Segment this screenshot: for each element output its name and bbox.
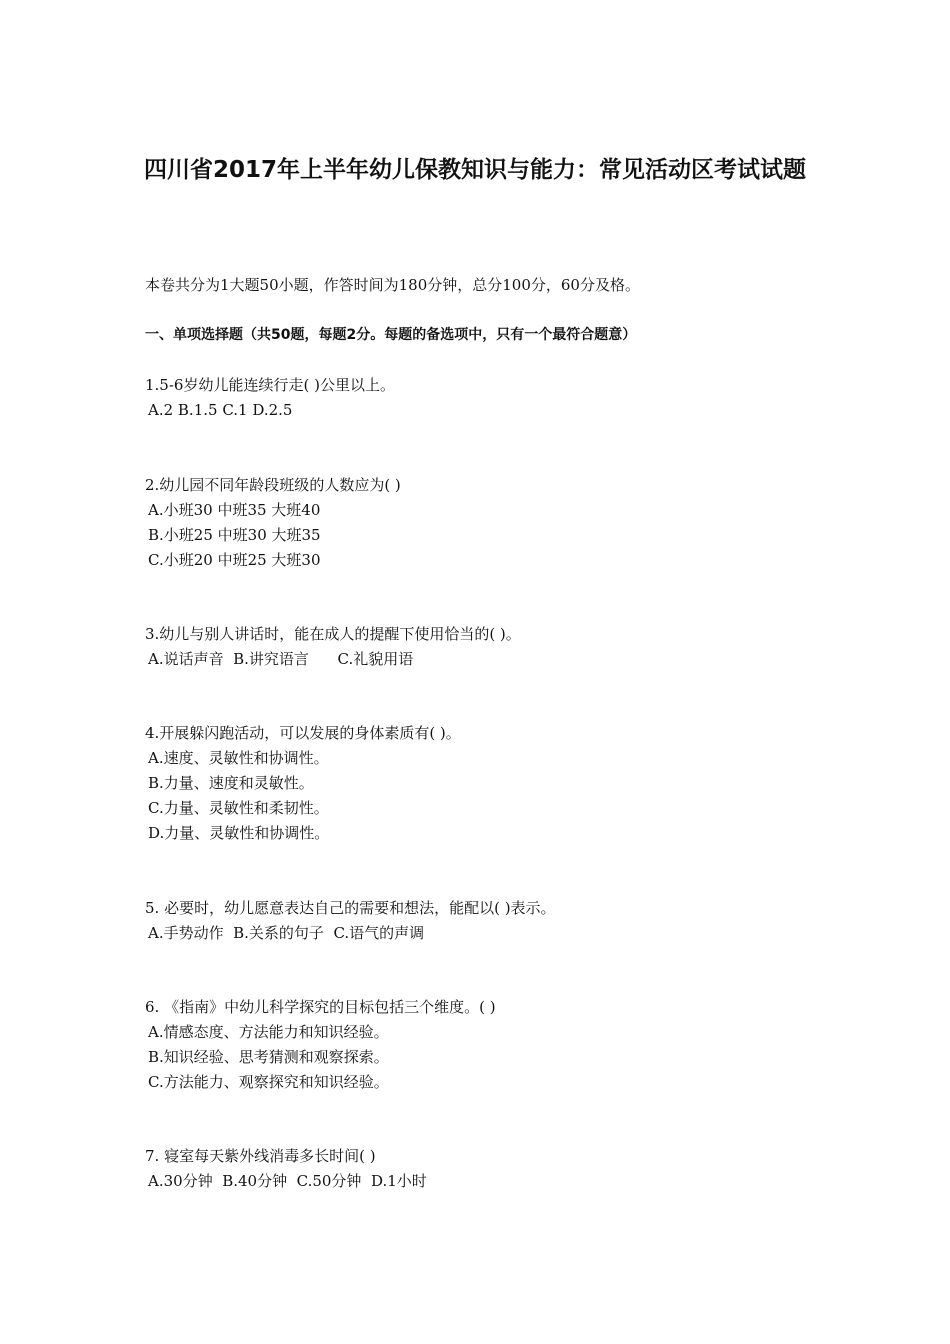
question-7	[145, 1144, 805, 1194]
question-options: A.说话声音 B.讲究语言 C.礼貌用语	[148, 650, 414, 668]
question-5	[145, 896, 805, 946]
option-c: C.力量、灵敏性和柔韧性。	[148, 799, 329, 817]
question-stem: 4.开展躲闪跑活动，可以发展的身体素质有( )。	[145, 724, 461, 742]
question-options: A.2 B.1.5 C.1 D.2.5	[148, 401, 293, 419]
question-stem: 5. 必要时，幼儿愿意表达自己的需要和想法，能配以( )表示。	[145, 899, 556, 917]
question-6	[145, 995, 805, 1095]
document-title: 四川省2017年上半年幼儿保教知识与能力：常见活动区考试试题	[143, 157, 806, 183]
question-stem: 7. 寝室每天紫外线消毒多长时间( )	[145, 1147, 376, 1165]
option-b: B.力量、速度和灵敏性。	[148, 774, 314, 792]
question-2	[145, 473, 805, 573]
question-stem: 2.幼儿园不同年龄段班级的人数应为( )	[145, 476, 401, 494]
exam-intro: 本卷共分为1大题50小题，作答时间为180分钟，总分100分，60分及格。	[145, 276, 640, 294]
option-b: B.小班25 中班30 大班35	[148, 526, 321, 544]
question-options: A.手势动作 B.关系的句子 C.语气的声调	[148, 924, 425, 942]
section-heading: 一、单项选择题（共50题，每题2分。每题的备选项中，只有一个最符合题意）	[145, 327, 637, 343]
option-a: A.情感态度、方法能力和知识经验。	[148, 1023, 389, 1041]
question-options: A.30分钟 B.40分钟 C.50分钟 D.1小时	[148, 1172, 427, 1190]
option-a: A.小班30 中班35 大班40	[148, 501, 321, 519]
option-c: C.方法能力、观察探究和知识经验。	[148, 1073, 389, 1091]
option-d: D.力量、灵敏性和协调性。	[148, 824, 330, 842]
question-3	[145, 622, 805, 672]
question-4	[145, 721, 805, 846]
question-stem: 6. 《指南》中幼儿科学探究的目标包括三个维度。( )	[145, 998, 496, 1016]
option-c: C.小班20 中班25 大班30	[148, 551, 321, 569]
question-stem: 3.幼儿与别人讲话时，能在成人的提醒下使用恰当的( )。	[145, 625, 521, 643]
option-b: B.知识经验、思考猜测和观察探索。	[148, 1048, 389, 1066]
question-1	[145, 373, 805, 423]
question-stem: 1.5-6岁幼儿能连续行走( )公里以上。	[145, 376, 395, 394]
option-a: A.速度、灵敏性和协调性。	[148, 749, 329, 767]
